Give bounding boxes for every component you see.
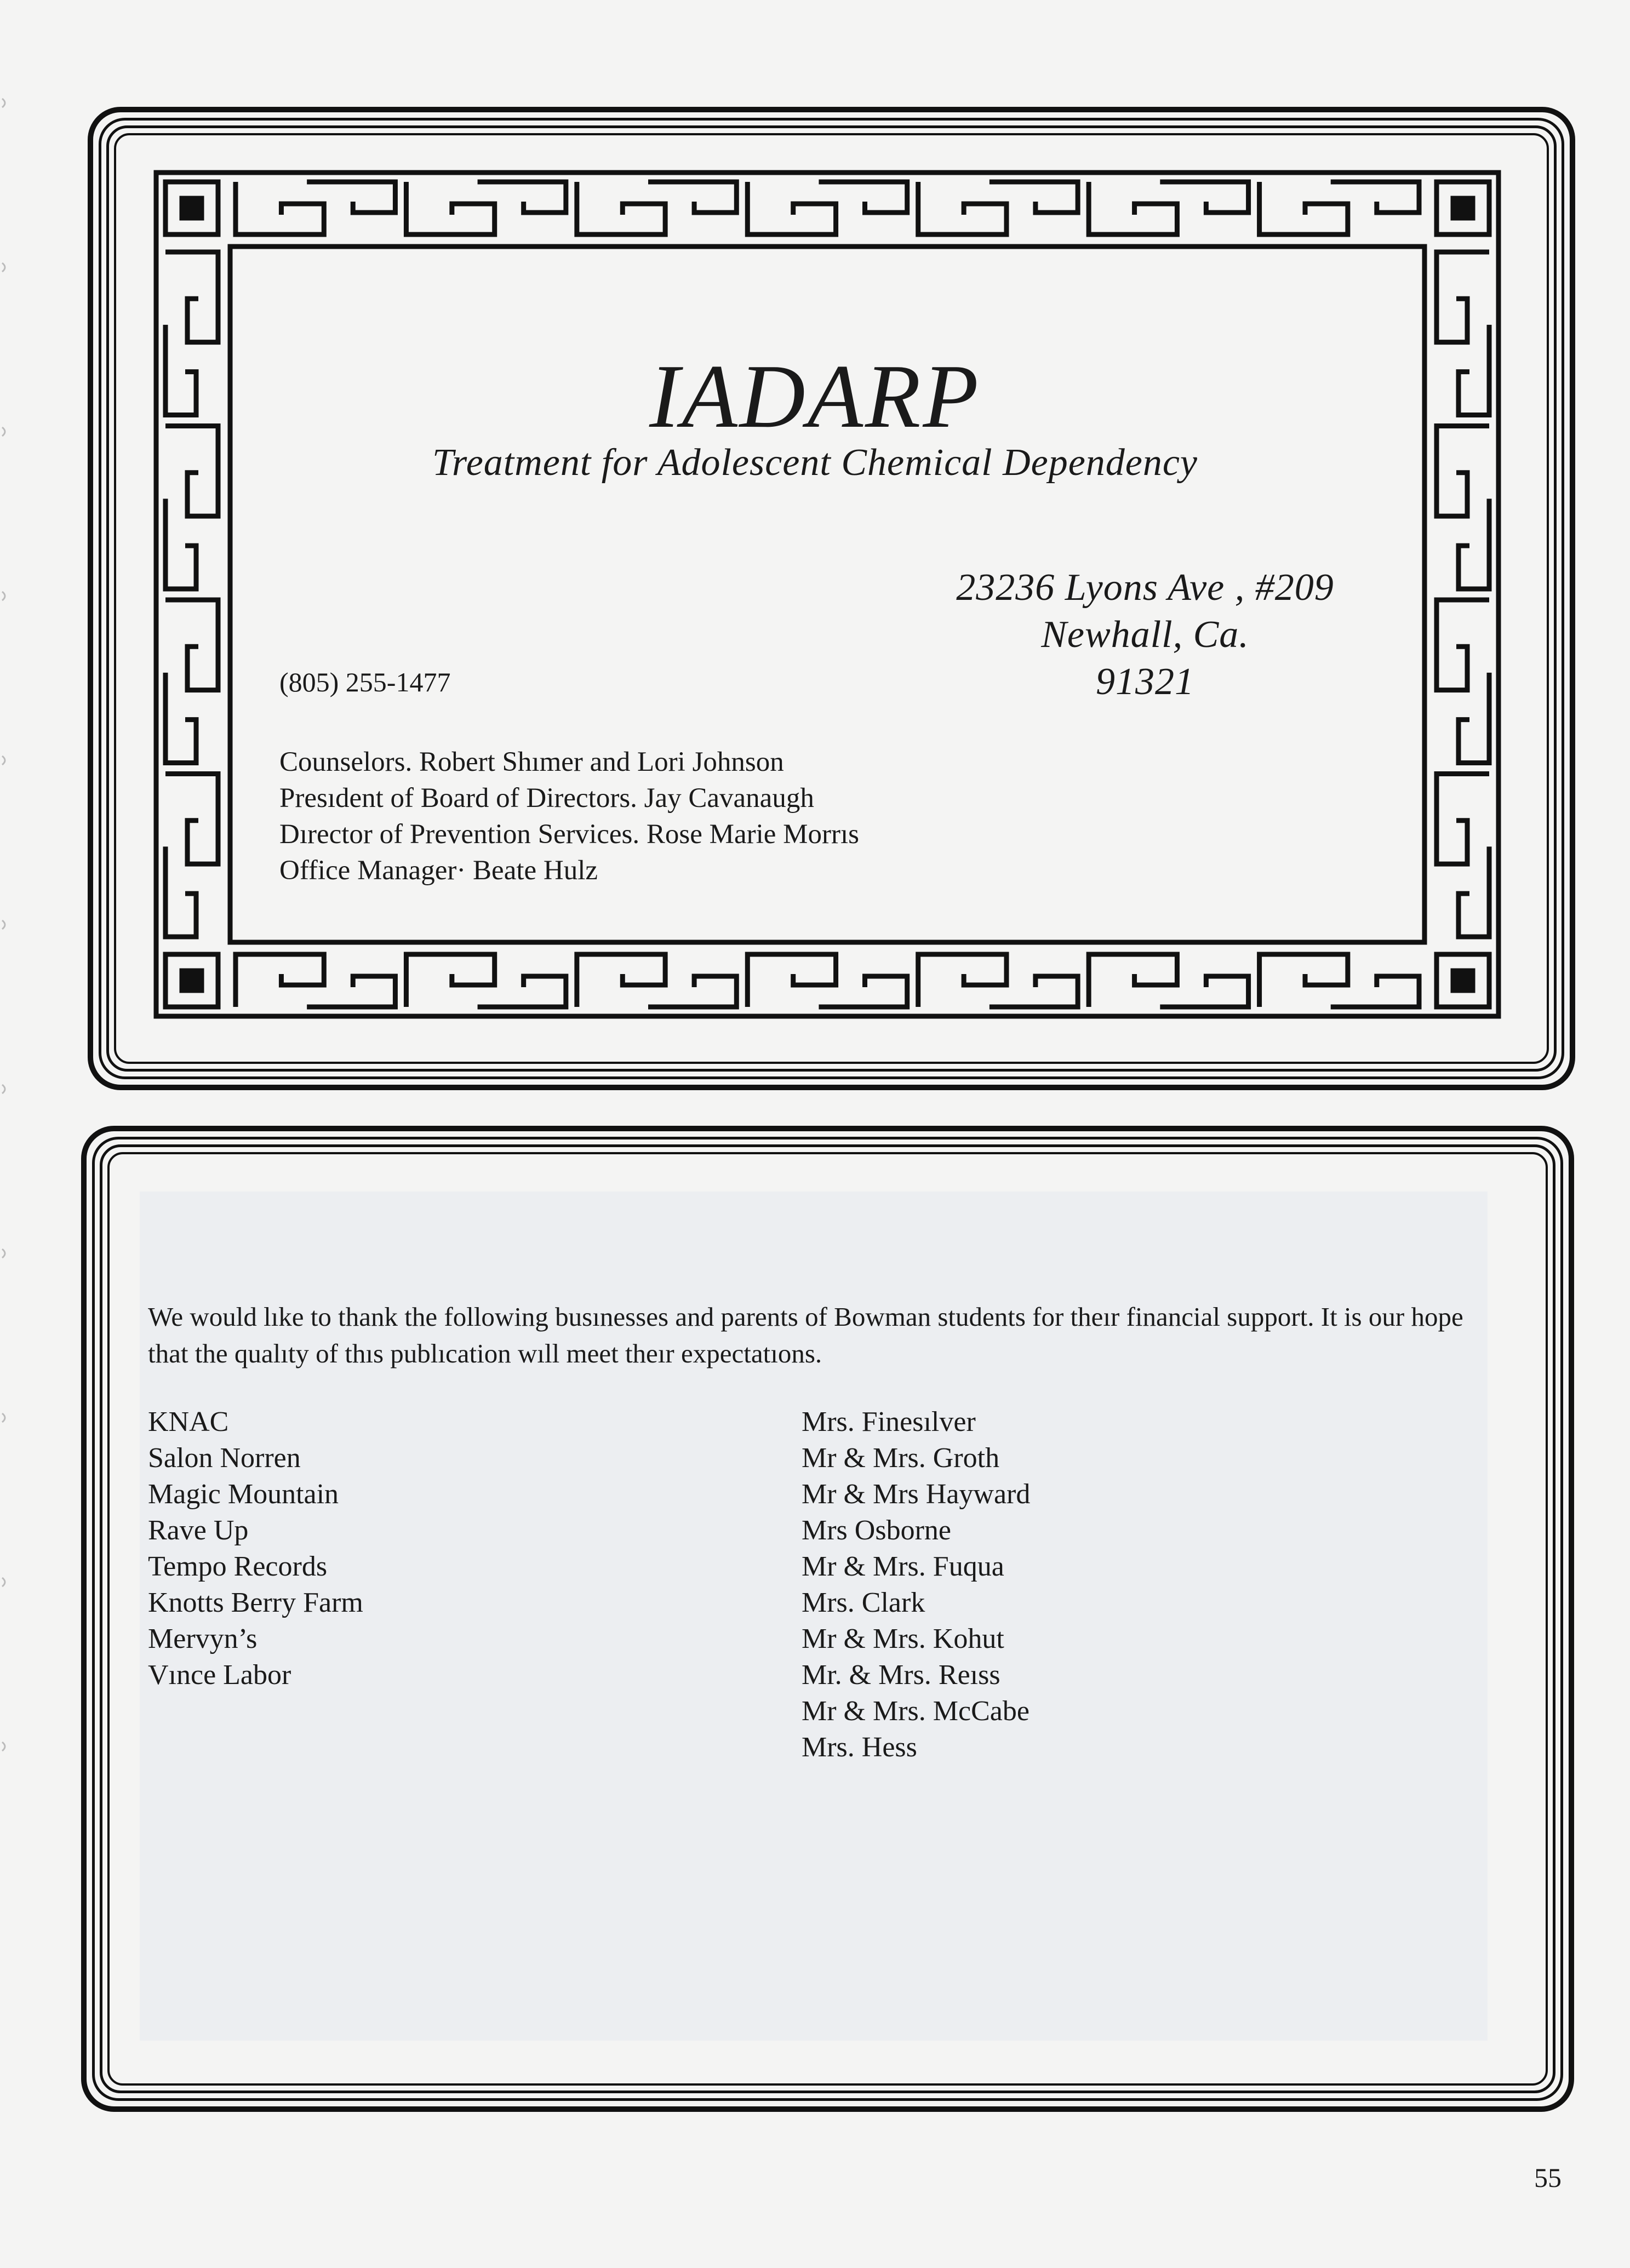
list-item: Mr & Mrs. Kohut	[802, 1623, 1004, 1654]
address-line: 23236 Lyons Ave , #209	[956, 566, 1334, 609]
list-item: Mr & Mrs. McCabe	[802, 1696, 1030, 1727]
address-line: Newhall, Ca.	[1041, 614, 1249, 656]
ad-title: IADARP	[649, 346, 981, 446]
ad-subtitle: Treatment for Adolescent Chemical Dependency	[432, 442, 1198, 484]
staff-line: Counselors. Robert Shımer and Lori Johnson	[279, 747, 784, 777]
business-list	[148, 1404, 363, 1693]
list-item: Salon Norren	[148, 1442, 301, 1474]
list-item: Mrs. Hess	[802, 1732, 917, 1763]
list-item: Mrs. Clark	[802, 1587, 925, 1618]
parent-list	[802, 1404, 1030, 1766]
list-item: Mr & Mrs Hayward	[802, 1479, 1031, 1510]
address-line: 91321	[1096, 661, 1194, 703]
staff-line: Presıdent of Board of Directors. Jay Cavanaugh	[279, 783, 814, 814]
staff-line: Office Manager· Beate Hulz	[279, 855, 598, 886]
list-item: KNAC	[148, 1406, 229, 1437]
list-item: Vınce Labor	[148, 1659, 291, 1691]
ad-phone: (805) 255-1477	[279, 667, 451, 697]
thanks-intro: We would lıke to thank the following busınesses and parents of Bowman students for theır financial support. It is our hope that the qualıty of thıs publıcation wıll meet theır expectatıons.	[148, 1302, 1463, 1368]
staff-line: Dırector of Prevention Services. Rose Marie Morrıs	[279, 819, 859, 850]
list-item: Mrs. Finesılver	[802, 1406, 976, 1437]
list-item: Tempo Records	[148, 1551, 328, 1582]
page-number: 55	[1534, 2162, 1562, 2193]
binding-holes	[0, 0, 16, 2268]
list-item: Magic Mountain	[148, 1479, 339, 1510]
ad-staff	[279, 744, 859, 889]
list-item: Rave Up	[148, 1515, 249, 1546]
list-item: Knotts Berry Farm	[148, 1587, 363, 1618]
list-item: Mr & Mrs. Groth	[802, 1442, 1000, 1474]
ad-address	[904, 564, 1386, 706]
list-item: Mrs Osborne	[802, 1515, 951, 1546]
list-item: Mr. & Mrs. Reıss	[802, 1659, 1000, 1691]
list-item: Mr & Mrs. Fuqua	[802, 1551, 1004, 1582]
list-item: Mervyn’s	[148, 1623, 258, 1654]
